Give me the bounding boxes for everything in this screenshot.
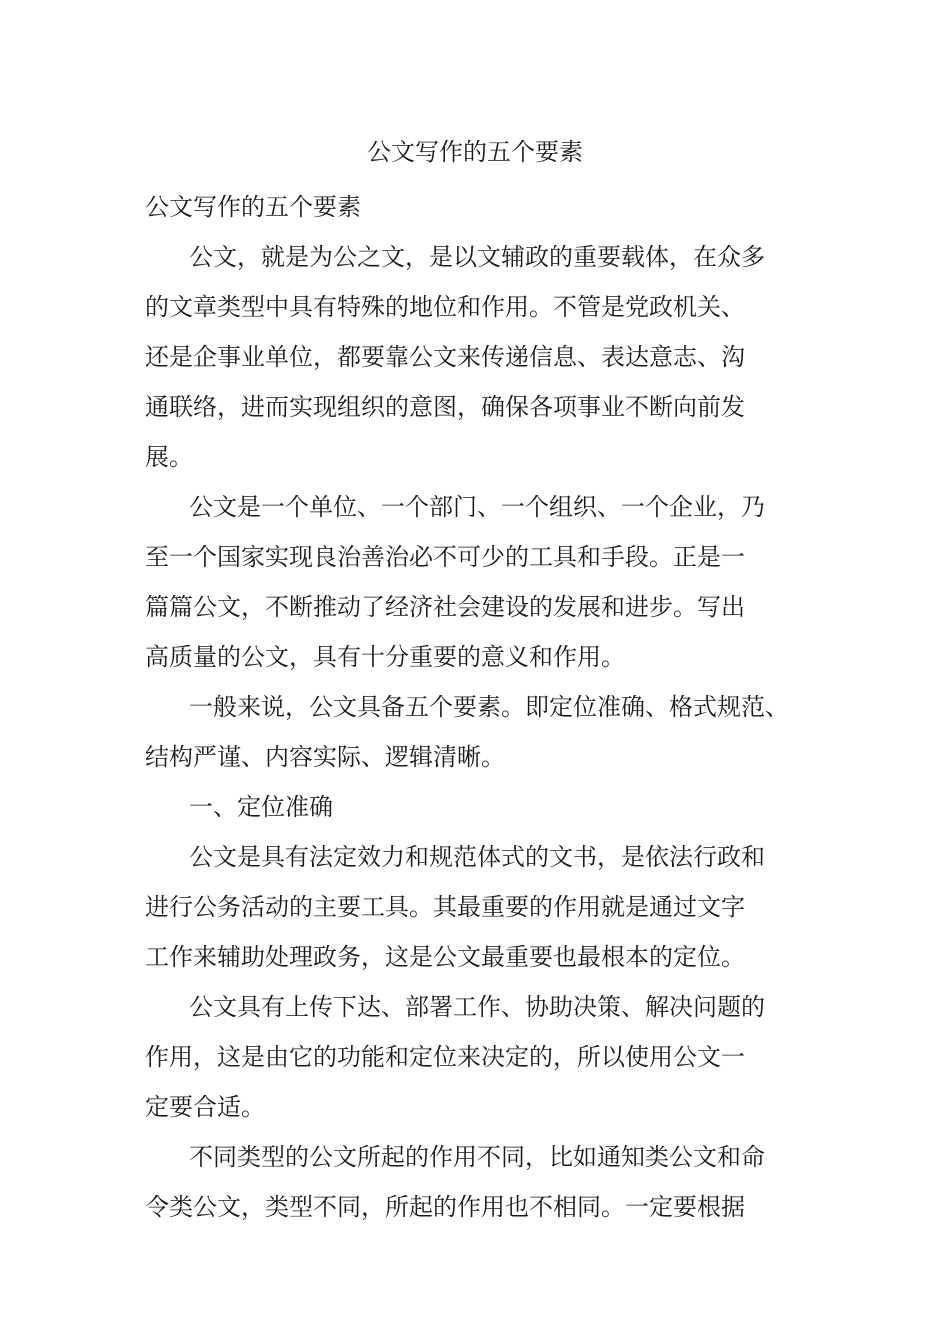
paragraph-line: 公文，就是为公之文，是以文辅政的重要载体，在众多	[189, 243, 765, 271]
paragraph-line: 篇篇公文，不断推动了经济社会建设的发展和进步。写出	[145, 593, 745, 621]
paragraph-line: 还是企事业单位，都要靠公文来传递信息、表达意志、沟	[145, 343, 745, 371]
paragraph-line: 公文是具有法定效力和规范体式的文书，是依法行政和	[189, 843, 765, 871]
paragraph-line: 高质量的公文，具有十分重要的意义和作用。	[145, 643, 625, 671]
paragraph-line: 的文章类型中具有特殊的地位和作用。不管是党政机关、	[145, 293, 745, 321]
paragraph-legal-effect	[145, 832, 825, 982]
paragraph-line: 定要合适。	[145, 1093, 265, 1121]
document-subtitle: 公文写作的五个要素	[145, 193, 361, 221]
paragraph-line: 进行公务活动的主要工具。其最重要的作用就是通过文字	[145, 893, 745, 921]
paragraph-line: 公文是一个单位、一个部门、一个组织、一个企业，乃	[189, 493, 765, 521]
paragraph-line: 不同类型的公文所起的作用不同，比如通知类公文和命	[189, 1143, 765, 1171]
section-heading-positioning	[145, 782, 825, 832]
paragraph-intro	[145, 232, 825, 482]
paragraph-types	[145, 1132, 825, 1232]
paragraph-line: 作用，这是由它的功能和定位来决定的，所以使用公文一	[145, 1043, 745, 1071]
paragraph-line: 展。	[145, 443, 193, 471]
document-title: 公文写作的五个要素	[367, 138, 583, 166]
paragraph-line: 工作来辅助处理政务，这是公文最重要也最根本的定位。	[145, 943, 745, 971]
section-heading-text: 一、定位准确	[189, 793, 333, 821]
paragraph-line: 至一个国家实现良治善治必不可少的工具和手段。正是一	[145, 543, 745, 571]
paragraph-line: 公文具有上传下达、部署工作、协助决策、解决问题的	[189, 993, 765, 1021]
paragraph-line: 令类公文，类型不同，所起的作用也不相同。一定要根据	[145, 1193, 745, 1221]
paragraph-function	[145, 982, 825, 1132]
paragraph-five-elements	[145, 682, 825, 782]
paragraph-importance	[145, 482, 825, 682]
document-body	[145, 182, 825, 1232]
paragraph-line: 结构严谨、内容实际、逻辑清晰。	[145, 743, 505, 771]
paragraph-line: 通联络，进而实现组织的意图，确保各项事业不断向前发	[145, 393, 745, 421]
paragraph-line: 一般来说，公文具备五个要素。即定位准确、格式规范、	[189, 693, 789, 721]
